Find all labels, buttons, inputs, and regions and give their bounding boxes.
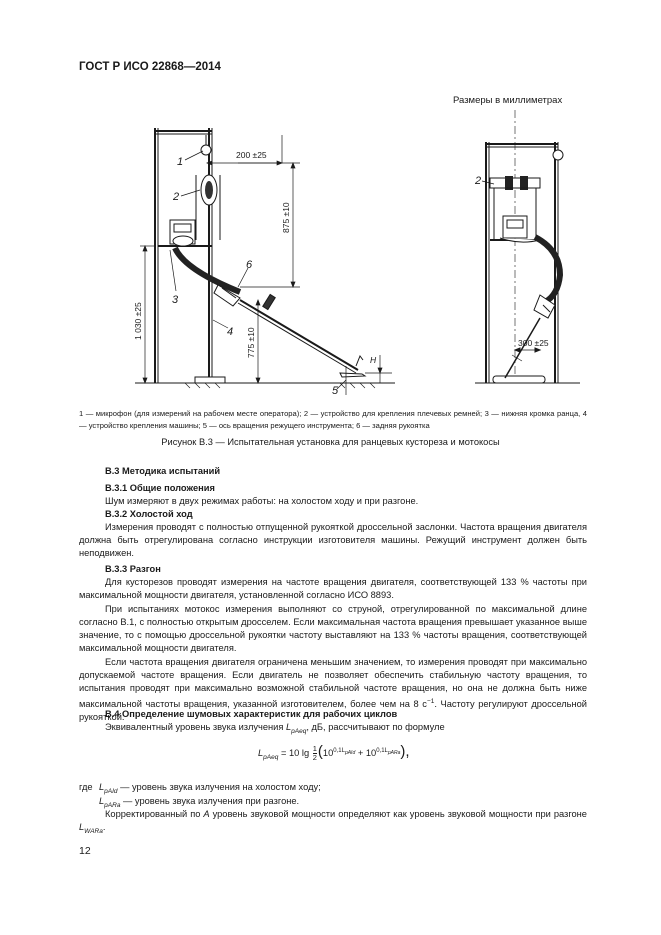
- b31-text: Шум измеряют в двух режимах работы: на холостом ходу и при разгоне.: [105, 496, 419, 506]
- callout-2: 2: [173, 191, 180, 203]
- left-shaft: [214, 285, 365, 377]
- dim-300: 300 ±25: [518, 338, 549, 348]
- callout-5: 5: [332, 385, 339, 397]
- test-setup-figure: [0, 0, 661, 400]
- right-hose: [535, 237, 560, 302]
- right-microphone-icon: [553, 150, 563, 160]
- callout-2-right: 2: [475, 175, 482, 187]
- callout-4: 4: [227, 326, 234, 338]
- callout-6: 6: [246, 259, 253, 271]
- left-dimensions: [140, 135, 392, 395]
- dim-H: H: [370, 355, 377, 365]
- figure-legend: 1 — микрофон (для измерений на рабочем месте оператора); 2 — устройство для крепления плечевых ремней; 3 — нижняя кромка ранца, 4 — устройство крепления машины; 5 — ось вращения режущего инструмента; 6 — задняя рукоятка: [79, 409, 587, 430]
- dim-200: 200 ±25: [236, 150, 267, 160]
- dim-775: 775 ±10: [246, 327, 256, 358]
- b33-p2: При испытаниях мотокос измерения выполняют со струной, отрегулированной по максимальной длине согласно В.1, с полностью открытым дросселем. Если максимальная частота вращения превышает указанное выше значение, то с помощью дроссельной рукоятки частоту выставляют на 133 % частоты вращения, соответствующей максимальной мощности двигателя.: [79, 604, 587, 654]
- b4-last-paragraph: Корректированный по A уровень звуковой мощности определяют как уровень звуковой мощности при разгоне $L_{WARa}$.: [79, 809, 587, 835]
- right-strap: [490, 178, 540, 188]
- heading-b32: В.3.2 Холостой ход: [105, 509, 193, 519]
- where-label: где: [79, 782, 93, 792]
- heading-b31: В.3.1 Общие положения: [105, 483, 215, 493]
- heading-b33: В.3.3 Разгон: [105, 564, 161, 574]
- callout-1: 1: [177, 156, 184, 168]
- heading-b3: В.3 Методика испытаний: [105, 466, 221, 476]
- left-base: [195, 377, 225, 383]
- b33-p1: Для кусторезов проводят измерения на частоте вращения двигателя, соответствующей 133 % частоты при максимальной мощности двигателя, установленной согласно ИСО 8893.: [79, 577, 587, 601]
- definition-run-up: $L_{pARa}$ — уровень звука излучения при разгоне.: [99, 796, 300, 809]
- units-note: Размеры в миллиметрах: [453, 95, 563, 106]
- callout-3: 3: [172, 294, 179, 306]
- left-hose: [175, 248, 240, 292]
- b4-intro: Эквивалентный уровень звука излучения $L_{pAeq}$, дБ, рассчитывают по формуле: [105, 722, 445, 735]
- document-header: ГОСТ Р ИСО 22868—2014: [79, 61, 221, 73]
- figure-title: Рисунок В.3 — Испытательная установка для ранцевых кустореза и мотокосы: [161, 437, 500, 447]
- dim-1030: 1 030 ±25: [133, 302, 143, 340]
- heading-b4: В.4 Определение шумовых характеристик для рабочих циклов: [105, 709, 398, 719]
- microphone-icon: [201, 145, 211, 155]
- formula: $L_{pAeq} = 10$ lg $\frac{1}{2}$ $(10^{0,1L_{pAId}} + 10^{0,1L_{pARa}})$,: [258, 743, 410, 763]
- definition-idle: $L_{pAId}$ — уровень звука излучения на холостом ходу;: [99, 782, 321, 795]
- b32-text: Измерения проводят с полностью отпущенной рукояткой дроссельной заслонки. Частота вращения двигателя должна быть отрегулирована согласно инструкции изготовителя машины. Режущий инструмент должен быть неподвижен.: [79, 522, 587, 559]
- page-number: 12: [79, 845, 91, 857]
- dim-875: 875 ±10: [281, 202, 291, 233]
- b33-p3: Если частота вращения двигателя ограничена меньшим значением, то измерения проводят при максимально допускаемой частоте вращения. Если двигатель не позволяет обеспечить стабильную частоту вращения, то испытания проводят при максимально возможной стабильной частоте вращения, но она не должна быть ниже максимальной частоты вращения, указанной изготовителем, более чем на 8 $с^{-1}$. Частоту регулируют дроссельной рукояткой.: [79, 657, 588, 723]
